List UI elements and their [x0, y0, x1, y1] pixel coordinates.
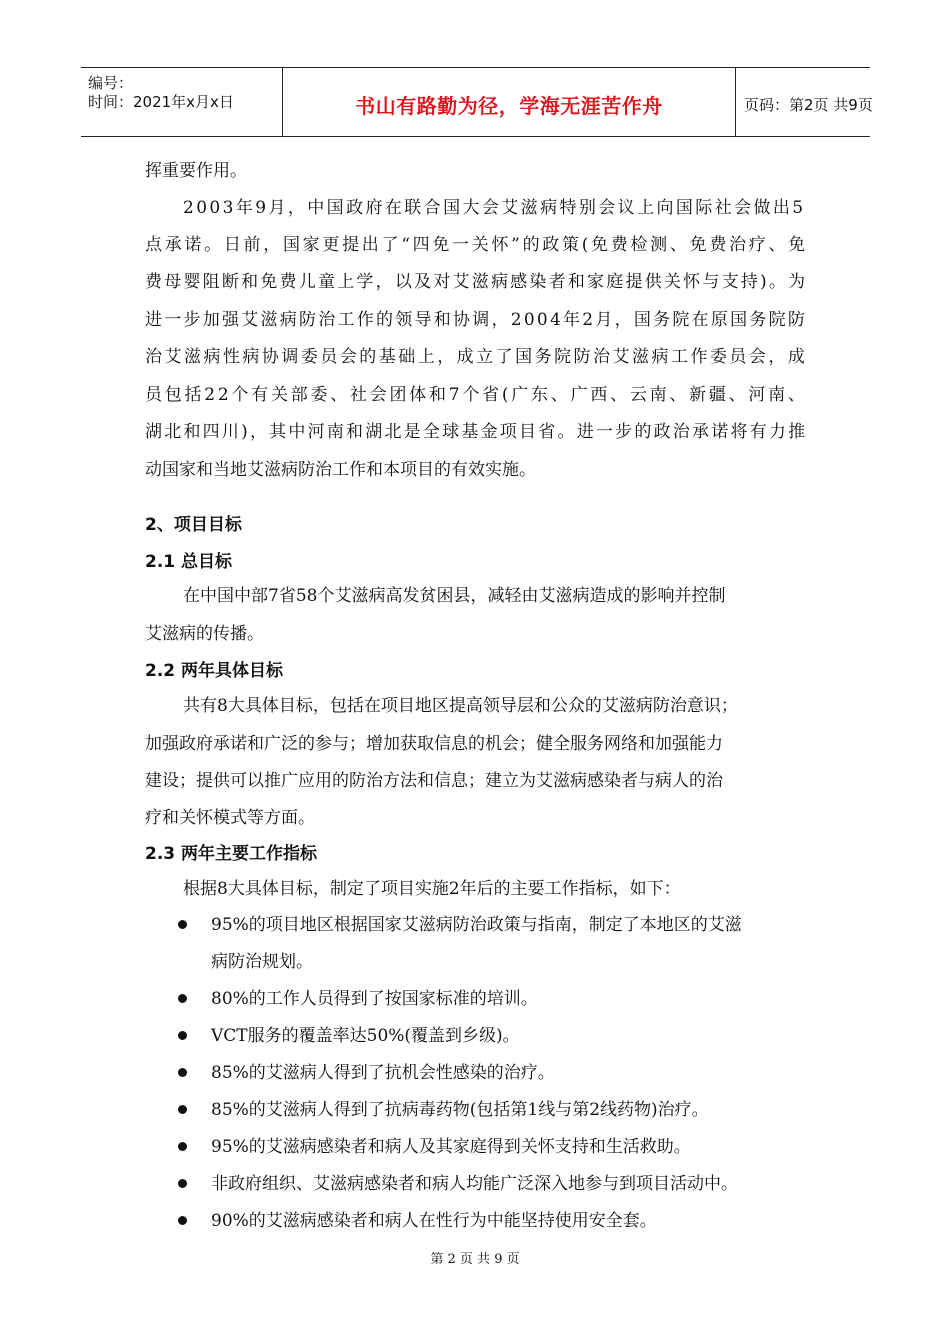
header-meta-cell [81, 68, 282, 136]
paragraph-line: 进一步加强艾滋病防治工作的领导和协调，2004年2月，国务院在原国务院防 [145, 310, 808, 330]
document-date: 时间：2021年x月x日 [88, 93, 234, 111]
list-item: 80%的工作人员得到了按国家标准的培训。 [211, 989, 538, 1009]
bullet-icon [178, 1068, 187, 1077]
paragraph-line: 建设；提供可以推广应用的防治方法和信息；建立为艾滋病感染者与病人的治 [145, 771, 723, 791]
header-page-cell [736, 68, 873, 136]
paragraph-line: 2003年9月，中国政府在联合国大会艾滋病特别会议上向国际社会做出5 [183, 198, 806, 218]
paragraph-line: 艾滋病的传播。 [145, 624, 264, 644]
paragraph-line: 疗和关怀模式等方面。 [145, 808, 315, 828]
document-number: 编号： [88, 74, 134, 92]
paragraph-line: 共有8大具体目标，包括在项目地区提高领导层和公众的艾滋病防治意识； [183, 696, 738, 716]
list-item: 90%的艾滋病感染者和病人在性行为中能坚持使用安全套。 [211, 1211, 657, 1231]
page-footer: 第 2 页 共 9 页 [430, 1252, 520, 1267]
subsection-heading: 2.2 两年具体目标 [145, 661, 284, 681]
section-heading: 2、项目目标 [145, 515, 242, 535]
bullet-icon [178, 1179, 187, 1188]
header-motto: 书山有路勤为径，学海无涯苦作舟 [355, 94, 663, 118]
paragraph-line: 治艾滋病性病协调委员会的基础上，成立了国务院防治艾滋病工作委员会，成 [145, 347, 808, 367]
paragraph-line: 加强政府承诺和广泛的参与；增加获取信息的机会；健全服务网络和加强能力 [145, 734, 723, 754]
list-item: 85%的艾滋病人得到了抗病毒药物(包括第1线与第2线药物)治疗。 [211, 1100, 709, 1120]
paragraph-line: 员包括22个有关部委、社会团体和7个省(广东、广西、云南、新疆、河南、 [145, 385, 808, 405]
list-item: 非政府组织、艾滋病感染者和病人均能广泛深入地参与到项目活动中。 [211, 1174, 738, 1194]
list-item: 85%的艾滋病人得到了抗机会性感染的治疗。 [211, 1063, 555, 1083]
paragraph-line: 动国家和当地艾滋病防治工作和本项目的有效实施。 [145, 460, 536, 480]
bullet-icon [178, 994, 187, 1003]
bullet-icon [178, 1105, 187, 1114]
paragraph-line: 点承诺。日前，国家更提出了“四免一关怀”的政策(免费检测、免费治疗、免 [145, 235, 808, 255]
bullet-icon [178, 1031, 187, 1040]
subsection-heading: 2.1 总目标 [145, 552, 233, 572]
paragraph-line: 湖北和四川)，其中河南和湖北是全球基金项目省。进一步的政治承诺将有力推 [145, 422, 808, 442]
bullet-icon [178, 920, 187, 929]
bullet-icon [178, 1216, 187, 1225]
header-motto-cell [282, 68, 736, 136]
header-page-code: 页码：第2页 共9页 [744, 96, 873, 114]
paragraph-line: 在中国中部7省58个艾滋病高发贫困县，减轻由艾滋病造成的影响并控制 [183, 586, 726, 606]
subsection-heading: 2.3 两年主要工作指标 [145, 844, 318, 864]
list-item: 95%的艾滋病感染者和病人及其家庭得到关怀支持和生活救助。 [211, 1137, 691, 1157]
list-item: VCT服务的覆盖率达50%(覆盖到乡级)。 [211, 1026, 520, 1046]
list-item: 95%的项目地区根据国家艾滋病防治政策与指南，制定了本地区的艾滋 [211, 915, 742, 935]
document-header [81, 67, 873, 137]
paragraph-line: 根据8大具体目标，制定了项目实施2年后的主要工作指标，如下： [183, 879, 681, 899]
paragraph-line: 费母婴阻断和免费儿童上学，以及对艾滋病感染者和家庭提供关怀与支持)。为 [145, 272, 808, 292]
bullet-icon [178, 1142, 187, 1151]
paragraph-line: 挥重要作用。 [145, 161, 247, 181]
list-item-continuation: 病防治规划。 [211, 952, 313, 972]
